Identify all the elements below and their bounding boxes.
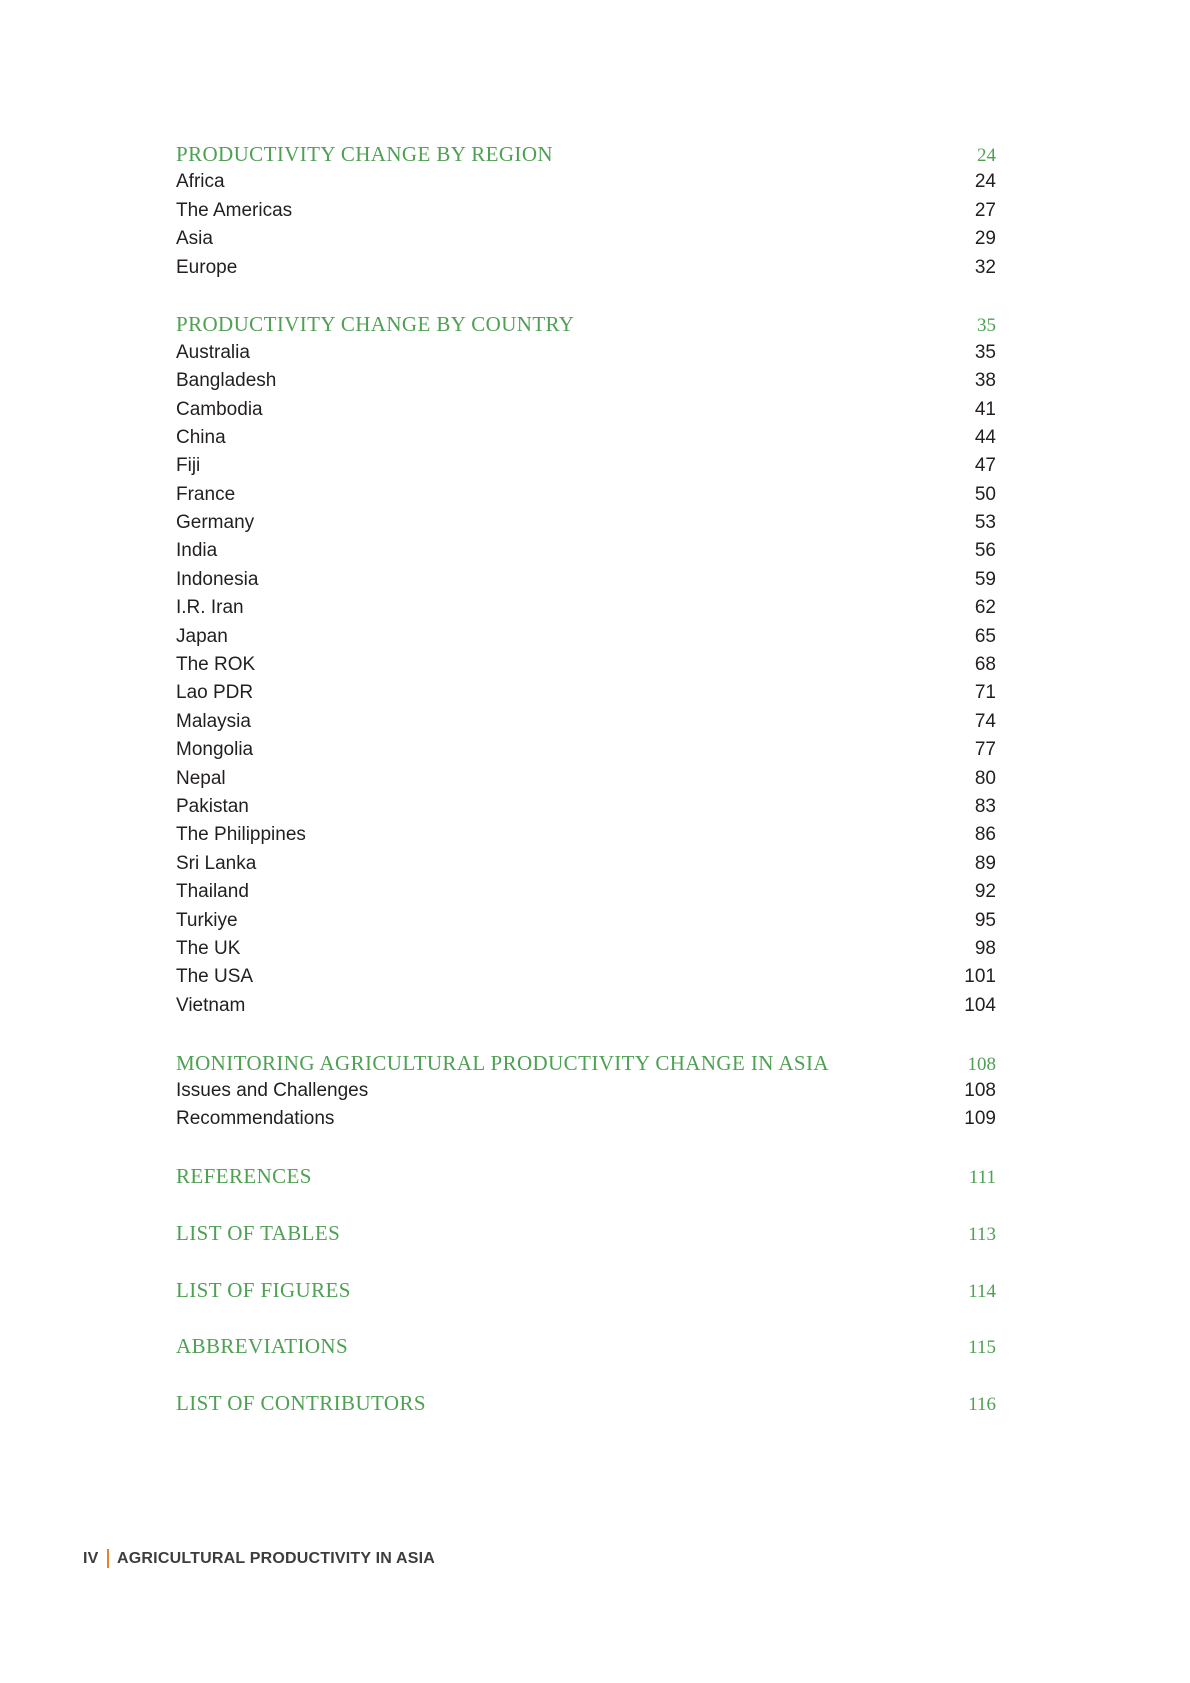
toc-heading-link[interactable]: LIST OF TABLES [176, 1220, 341, 1245]
toc-entry-link[interactable]: Mongolia [176, 739, 254, 761]
toc-entry-page-number: 89 [974, 852, 996, 874]
footer-document-title: AGRICULTURAL PRODUCTIVITY IN ASIA [117, 1549, 436, 1567]
toc-entry-row[interactable] [176, 396, 996, 424]
toc-entry-link[interactable]: The Philippines [176, 824, 306, 846]
toc-entry-row[interactable] [176, 736, 996, 764]
toc-entry-page-number: 59 [974, 568, 996, 590]
toc-entry-row[interactable] [176, 197, 996, 225]
toc-entry-link[interactable]: Pakistan [176, 795, 249, 817]
toc-entry-link[interactable]: I.R. Iran [176, 597, 244, 619]
toc-entry-row[interactable] [176, 708, 996, 736]
toc-entry-link[interactable]: The Americas [176, 199, 293, 221]
toc-entry-page-number: 32 [974, 256, 996, 278]
toc-heading-row[interactable] [176, 140, 996, 168]
toc-region-entries [176, 168, 996, 282]
toc-entry-page-number: 56 [974, 540, 996, 562]
toc-entry-page-number: 41 [974, 398, 996, 420]
toc-entry-page-number: 104 [964, 994, 996, 1016]
toc-heading-row[interactable] [176, 1332, 996, 1360]
toc-heading-page-number: 113 [968, 1223, 996, 1245]
toc-entry-row[interactable] [176, 424, 996, 452]
toc-heading-link[interactable]: PRODUCTIVITY CHANGE BY COUNTRY [176, 312, 575, 337]
footer-separator-bar [107, 1549, 110, 1568]
toc-entry-page-number: 50 [974, 483, 996, 505]
toc-entry-page-number: 74 [974, 710, 996, 732]
toc-heading-link[interactable]: ABBREVIATIONS [176, 1334, 349, 1359]
toc-heading-page-number: 108 [967, 1053, 996, 1075]
toc-entry-page-number: 108 [964, 1079, 996, 1101]
toc-entry-link[interactable]: Malaysia [176, 710, 251, 732]
toc-entry-page-number: 24 [974, 171, 996, 193]
toc-entry-row[interactable] [176, 566, 996, 594]
toc-section-region [176, 140, 996, 282]
toc-entry-page-number: 86 [974, 824, 996, 846]
toc-entry-row[interactable] [176, 850, 996, 878]
toc-entry-page-number: 109 [964, 1108, 996, 1130]
toc-entry-row[interactable] [176, 225, 996, 253]
toc-heading-row[interactable] [176, 1162, 996, 1190]
toc-entry-link[interactable]: Cambodia [176, 398, 263, 420]
toc-entry-row[interactable] [176, 537, 996, 565]
toc-heading-row[interactable] [176, 310, 996, 338]
toc-entry-link[interactable]: China [176, 426, 226, 448]
toc-entry-page-number: 77 [974, 739, 996, 761]
toc-entry-page-number: 38 [974, 370, 996, 392]
toc-entry-link[interactable]: Europe [176, 256, 238, 278]
toc-heading-row[interactable] [176, 1049, 996, 1077]
toc-entry-link[interactable]: Recommendations [176, 1108, 335, 1130]
toc-entry-link[interactable]: The ROK [176, 654, 256, 676]
toc-entry-link[interactable]: Sri Lanka [176, 852, 257, 874]
toc-entry-row[interactable] [176, 651, 996, 679]
toc-entry-page-number: 68 [974, 654, 996, 676]
toc-entry-link[interactable]: Japan [176, 625, 228, 647]
toc-entry-page-number: 53 [974, 512, 996, 534]
toc-entry-link[interactable]: Vietnam [176, 994, 246, 1016]
toc-entry-row[interactable] [176, 452, 996, 480]
toc-entry-link[interactable]: The USA [176, 966, 254, 988]
toc-heading-page-number: 114 [968, 1280, 996, 1302]
toc-entry-link[interactable]: Nepal [176, 767, 226, 789]
toc-heading-link[interactable]: LIST OF FIGURES [176, 1277, 351, 1302]
toc-entry-row[interactable] [176, 1105, 996, 1133]
toc-entry-page-number: 47 [974, 455, 996, 477]
toc-entry-link[interactable]: Turkiye [176, 909, 238, 931]
toc-entry-link[interactable]: France [176, 483, 236, 505]
toc-entry-row[interactable] [176, 821, 996, 849]
toc-entry-row[interactable] [176, 878, 996, 906]
toc-entry-row[interactable] [176, 907, 996, 935]
page-footer [83, 1549, 435, 1568]
toc-heading-page-number: 111 [968, 1167, 996, 1189]
toc-entry-page-number: 27 [974, 199, 996, 221]
toc-entry-link[interactable]: Australia [176, 341, 250, 363]
toc-heading-page-number: 35 [977, 315, 996, 337]
toc-entry-link[interactable]: Bangladesh [176, 370, 277, 392]
toc-entry-row[interactable] [176, 935, 996, 963]
toc-section-country [176, 310, 996, 1020]
toc-entry-row[interactable] [176, 963, 996, 991]
toc-standalone-headings [176, 1162, 996, 1418]
toc-entry-page-number: 95 [974, 909, 996, 931]
toc-heading-link[interactable]: PRODUCTIVITY CHANGE BY REGION [176, 142, 553, 166]
toc-entry-row[interactable] [176, 679, 996, 707]
toc-entry-row[interactable] [176, 623, 996, 651]
toc-entry-page-number: 44 [974, 426, 996, 448]
toc-entry-link[interactable]: Germany [176, 512, 255, 534]
toc-entry-link[interactable]: The UK [176, 937, 241, 959]
toc-entry-row[interactable] [176, 1077, 996, 1105]
toc-heading-row[interactable] [176, 1219, 996, 1247]
toc-entry-row[interactable] [176, 367, 996, 395]
toc-heading-link[interactable]: LIST OF CONTRIBUTORS [176, 1391, 426, 1416]
toc-entry-link[interactable]: Thailand [176, 881, 249, 903]
toc-entry-page-number: 65 [974, 625, 996, 647]
toc-entry-row[interactable] [176, 992, 996, 1020]
toc-entry-row[interactable] [176, 168, 996, 196]
toc-entry-row[interactable] [176, 793, 996, 821]
toc-heading-page-number: 115 [968, 1337, 996, 1359]
toc-entry-link[interactable]: Asia [176, 228, 213, 250]
toc-heading-page-number: 24 [977, 145, 996, 166]
table-of-contents [176, 140, 996, 1418]
toc-country-entries [176, 339, 996, 1020]
toc-entry-row[interactable] [176, 339, 996, 367]
toc-entry-page-number: 80 [974, 767, 996, 789]
toc-heading-row[interactable] [176, 1389, 996, 1417]
toc-heading-page-number: 116 [968, 1394, 996, 1416]
toc-heading-link[interactable]: REFERENCES [176, 1164, 312, 1189]
toc-entry-row[interactable] [176, 765, 996, 793]
toc-heading-row[interactable] [176, 1276, 996, 1304]
toc-entry-row[interactable] [176, 509, 996, 537]
toc-entry-link[interactable]: Lao PDR [176, 682, 254, 704]
toc-entry-page-number: 83 [974, 795, 996, 817]
toc-entry-page-number: 29 [974, 228, 996, 250]
toc-monitoring-entries [176, 1077, 996, 1134]
toc-entry-row[interactable] [176, 594, 996, 622]
toc-entry-link[interactable]: Issues and Challenges [176, 1079, 369, 1101]
toc-heading-link[interactable]: MONITORING AGRICULTURAL PRODUCTIVITY CHANGE IN ASIA [176, 1050, 829, 1075]
toc-entry-page-number: 92 [974, 881, 996, 903]
footer-page-number: IV [83, 1549, 99, 1567]
toc-entry-page-number: 62 [974, 597, 996, 619]
toc-entry-row[interactable] [176, 254, 996, 282]
toc-entry-row[interactable] [176, 481, 996, 509]
toc-entry-page-number: 71 [974, 682, 996, 704]
toc-entry-link[interactable]: Indonesia [176, 568, 259, 590]
toc-entry-link[interactable]: Africa [176, 171, 225, 193]
toc-entry-page-number: 35 [974, 341, 996, 363]
toc-entry-link[interactable]: Fiji [176, 455, 201, 477]
toc-entry-link[interactable]: India [176, 540, 218, 562]
toc-section-monitoring [176, 1049, 996, 1134]
toc-entry-page-number: 101 [964, 966, 996, 988]
toc-entry-page-number: 98 [974, 937, 996, 959]
